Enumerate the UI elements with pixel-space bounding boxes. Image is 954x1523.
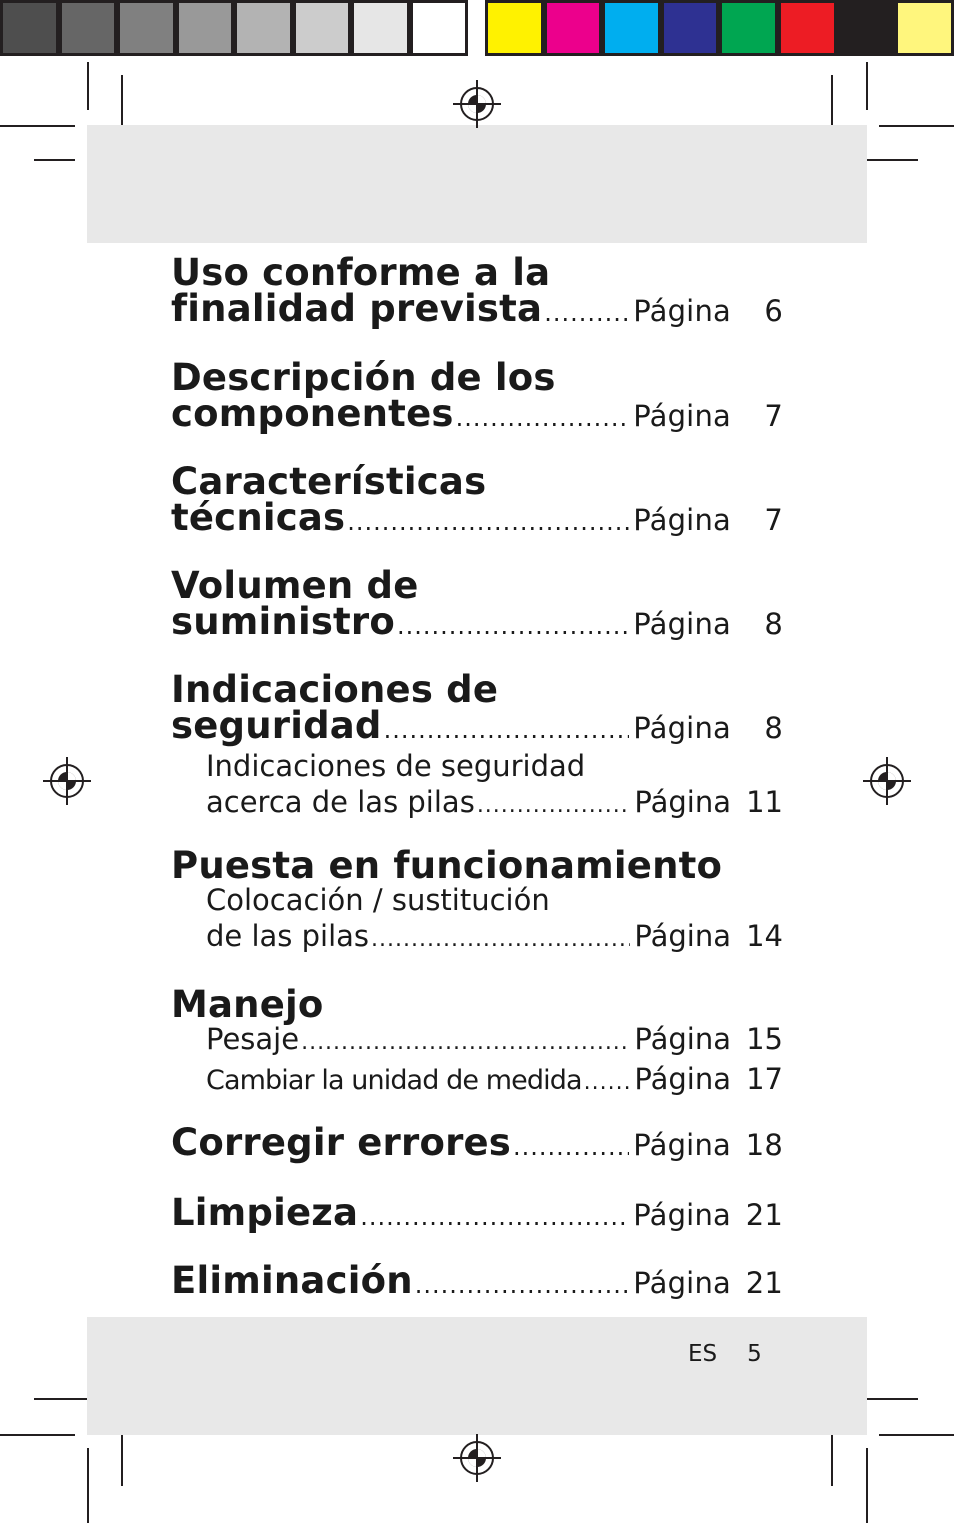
cyan-swatch <box>602 0 661 56</box>
crop-mark <box>831 1426 833 1486</box>
toc-entry <box>171 844 783 987</box>
toc-subentry-row <box>206 1021 783 1061</box>
toc-heading-title: Eliminación <box>171 1259 413 1302</box>
page-number: 11 <box>746 785 783 819</box>
dot-leader <box>397 608 629 644</box>
page-label: Página <box>633 399 731 433</box>
toc-subentry-title: de las pilas <box>206 919 370 953</box>
toc-heading-row <box>171 392 783 436</box>
toc-heading: Puesta en funcionamiento <box>171 844 723 887</box>
toc-entry <box>171 668 783 848</box>
toc-entry <box>171 1259 783 1303</box>
magenta-swatch <box>544 0 603 56</box>
dot-leader <box>415 1267 629 1303</box>
page-number: 14 <box>746 919 783 953</box>
page-number: 7 <box>764 399 783 433</box>
page-label: Página <box>634 1062 731 1096</box>
page-number: 17 <box>746 1062 783 1096</box>
page-number: 8 <box>764 607 783 641</box>
toc-entry <box>171 460 783 568</box>
gray-swatch <box>59 0 118 56</box>
toc-subentry-title: Cambiar la unidad de medida <box>206 1065 582 1096</box>
toc-heading: Descripción de los <box>171 356 556 399</box>
crop-mark <box>879 1434 954 1436</box>
toc-entry <box>171 356 783 464</box>
toc-heading-row <box>171 1121 783 1165</box>
toc-heading-row <box>171 1259 783 1303</box>
process-color-strip <box>485 0 954 62</box>
crop-mark <box>866 1448 868 1523</box>
dot-leader <box>371 922 630 958</box>
table-of-contents <box>171 251 783 1303</box>
page-label: Página <box>633 294 731 328</box>
toc-subentry-row <box>206 918 783 958</box>
registration-mark-icon <box>453 1434 501 1482</box>
dot-leader <box>477 788 631 824</box>
page-label: Página <box>634 919 731 953</box>
toc-subentry-title: acerca de las pilas <box>206 785 475 819</box>
dot-leader <box>384 712 630 748</box>
dot-leader <box>347 504 629 540</box>
toc-heading: Uso conforme a la <box>171 251 551 294</box>
toc-heading-title: seguridad <box>171 704 382 747</box>
page-number: 21 <box>745 1198 783 1232</box>
crop-mark <box>121 1426 123 1486</box>
toc-heading-row <box>171 496 783 540</box>
page-number: 7 <box>764 503 783 537</box>
page-label: Página <box>633 1128 731 1162</box>
gray-swatch <box>176 0 235 56</box>
toc-heading-row <box>171 287 783 331</box>
language-code: ES <box>688 1341 718 1367</box>
green-swatch <box>719 0 778 56</box>
toc-subentry-row <box>206 1061 783 1101</box>
gray-swatch <box>234 0 293 56</box>
toc-subentry-line: Colocación / sustitución <box>206 883 550 917</box>
gray-swatch <box>293 0 352 56</box>
page-label: Página <box>633 1198 731 1232</box>
dot-leader <box>584 1065 631 1101</box>
dot-leader <box>301 1025 630 1061</box>
toc-heading-row <box>171 704 783 748</box>
page-label: Página <box>633 1266 731 1300</box>
page-number-footer: 5 <box>747 1341 762 1367</box>
toc-subentry <box>171 1061 783 1101</box>
page-number: 15 <box>746 1022 783 1056</box>
registration-mark-icon <box>863 757 911 805</box>
crop-mark <box>866 62 868 110</box>
top-gray-band <box>87 125 867 243</box>
toc-heading-title: finalidad prevista <box>171 287 543 330</box>
registration-mark-icon <box>43 757 91 805</box>
dot-leader <box>360 1199 629 1235</box>
toc-heading-title: Limpieza <box>171 1191 359 1234</box>
toc-entry <box>171 1191 783 1263</box>
crop-mark <box>87 62 89 110</box>
dot-leader <box>513 1129 629 1165</box>
toc-entry <box>171 1121 783 1195</box>
red-swatch <box>778 0 837 56</box>
page-label: Página <box>634 785 731 819</box>
bottom-gray-band <box>87 1317 867 1435</box>
crop-mark <box>879 125 954 127</box>
page-number: 6 <box>764 294 783 328</box>
toc-subentry <box>171 882 783 958</box>
crop-mark <box>87 1448 89 1523</box>
crop-mark <box>34 159 75 161</box>
page-label: Página <box>634 1022 731 1056</box>
light-yellow-swatch <box>895 0 954 56</box>
page-number: 8 <box>764 711 783 745</box>
crop-mark <box>0 125 75 127</box>
page-label: Página <box>633 607 731 641</box>
toc-heading: Indicaciones de <box>171 668 499 711</box>
page-number: 21 <box>745 1266 783 1300</box>
page-label: Página <box>633 503 731 537</box>
toc-subentry-title: Pesaje <box>206 1022 300 1056</box>
toc-heading-title: Corregir errores <box>171 1121 512 1164</box>
toc-heading: Manejo <box>171 983 324 1026</box>
gray-swatch <box>0 0 59 56</box>
toc-subentry-line: Indicaciones de seguridad <box>206 749 586 783</box>
crop-mark <box>0 1434 75 1436</box>
toc-heading-row <box>171 1191 783 1235</box>
gray-swatch <box>117 0 176 56</box>
dot-leader <box>544 295 629 331</box>
registration-mark-icon <box>453 80 501 128</box>
gray-swatch <box>351 0 410 56</box>
toc-heading: Volumen de <box>171 564 419 607</box>
gray-calibration-strip <box>0 0 468 62</box>
page-label: Página <box>633 711 731 745</box>
toc-heading-title: componentes <box>171 392 454 435</box>
black-swatch <box>837 0 896 56</box>
dot-leader <box>456 400 630 436</box>
toc-subentry-row <box>206 784 783 824</box>
toc-heading-title: técnicas <box>171 496 346 539</box>
toc-entry <box>171 564 783 672</box>
toc-heading: Características <box>171 460 487 503</box>
page-number: 18 <box>745 1128 783 1162</box>
toc-entry <box>171 983 783 1125</box>
yellow-swatch <box>485 0 544 56</box>
toc-heading-row <box>171 600 783 644</box>
toc-subentry <box>171 1021 783 1061</box>
blue-swatch <box>661 0 720 56</box>
gray-swatch <box>410 0 469 56</box>
toc-entry <box>171 251 783 360</box>
toc-heading-title: suministro <box>171 600 395 643</box>
page-footer <box>688 1341 762 1367</box>
toc-subentry <box>171 748 783 824</box>
